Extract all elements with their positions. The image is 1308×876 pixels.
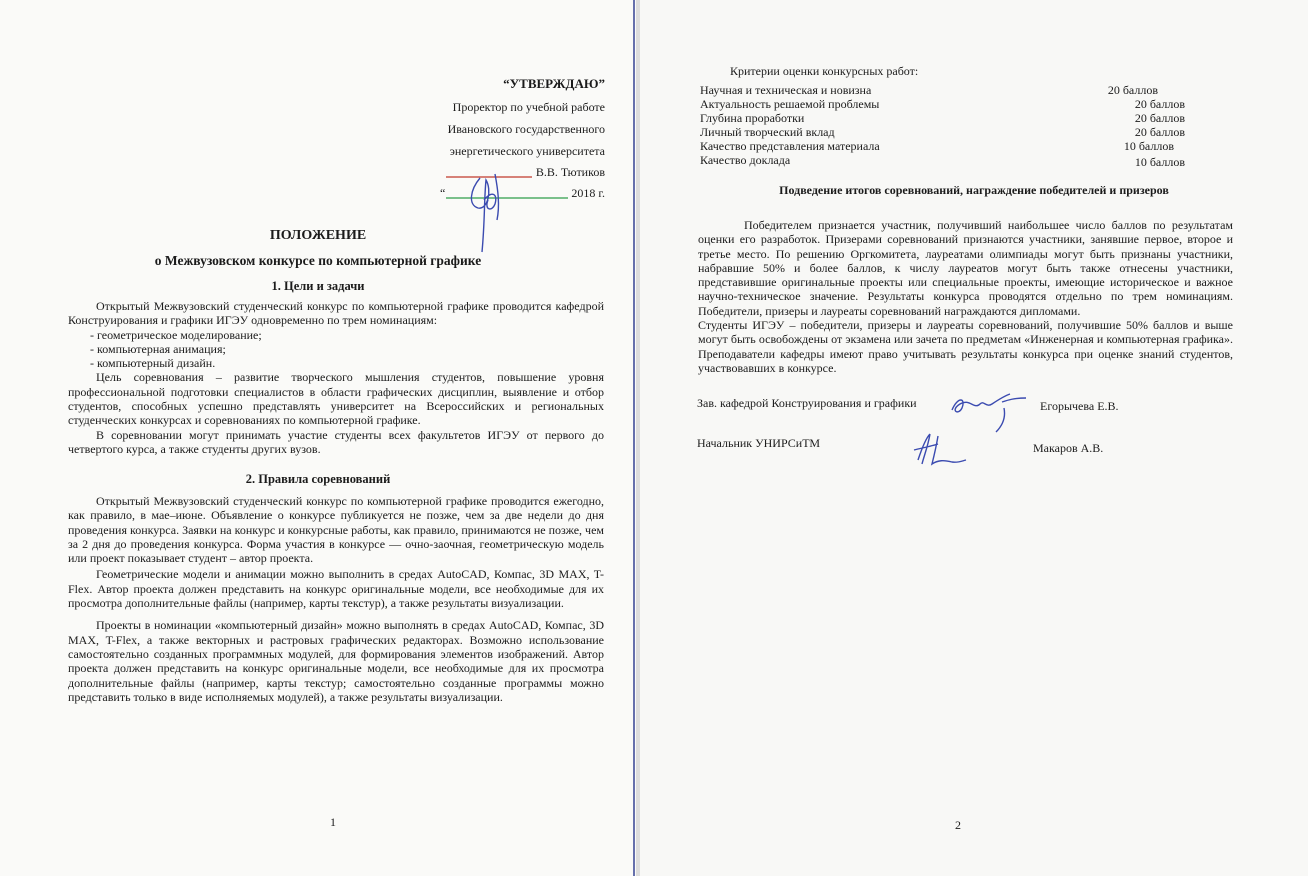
criteria-row <box>700 111 1185 125</box>
criteria-score: 20 баллов <box>1134 111 1185 125</box>
page-number: 2 <box>955 818 961 832</box>
criteria-score: 20 баллов <box>1107 83 1158 97</box>
paragraph: Геометрические модели и анимации можно выполнить в средах AutoCAD, Компас, 3D MAX, T-Flex. Автор проекта должен представить на конкурс оригинальные модели, все необходимые для их просмотра дополнительные файлы (например, карты текстур), а также результаты визуализации. <box>68 567 604 611</box>
signatory-position: Зав. кафедрой Конструирования и графики <box>697 396 917 410</box>
paragraph: Открытый Межвузовский студенческий конкурс по компьютерной графике проводится ежегодно, как правило, в мае–июне. Объявление о конкурсе публикуется не позже, чем за две недели до дня проведения конкурса. Заявки на конкурс и конкурсные работы, как правило, принимаются не позже, чем за 2 дня до проведения конкурса. Форма участия в конкурсе — очно-заочная, геометрическую модель или проект показывает студент – автор проекта. <box>68 494 604 566</box>
approval-signature <box>440 160 570 260</box>
signatory-name: Егорычева Е.В. <box>1040 399 1119 413</box>
signatory-name: Макаров А.В. <box>1033 441 1104 455</box>
approval-line: энергетического университета <box>449 144 605 158</box>
results-heading: Подведение итогов соревнований, награждение победителей и призеров <box>779 183 1169 197</box>
approval-line: Проректор по учебной работе <box>452 100 605 114</box>
criteria-title: Критерии оценки конкурсных работ: <box>730 64 919 78</box>
list-item: - компьютерная анимация; <box>90 341 226 356</box>
list-item: - геометрическое моделирование; <box>90 327 262 342</box>
page-number: 1 <box>330 815 336 829</box>
document-subtitle: о Межвузовском конкурсе по компьютерной графике <box>154 253 482 268</box>
document-title: ПОЛОЖЕНИЕ <box>269 228 367 243</box>
criteria-score: 20 баллов <box>1134 97 1185 111</box>
paragraph: Открытый Межвузовский студенческий конкурс по компьютерной графике проводится кафедрой Конструирования и графики ИГЭУ одновременно по трем номинациям: <box>68 299 604 328</box>
criteria-name: Глубина проработки <box>700 111 805 125</box>
criteria-row <box>700 125 1185 139</box>
signature-stroke <box>914 434 966 464</box>
criteria-name: Научная и техническая и новизна <box>700 83 872 97</box>
list-item: - компьютерный дизайн. <box>90 356 216 371</box>
signature-makarov <box>908 430 972 470</box>
paragraph: В соревновании могут принимать участие студенты всех факультетов ИГЭУ от первого до четвертого курса, а также студенты других вузов. <box>68 427 604 456</box>
paragraph: Студенты ИГЭУ – победители, призеры и лауреаты соревнований, получившие 50% баллов и выше могут быть освобождены от экзамена или зачета по предметам «Инженерная и компьютерная графика». Преподаватели кафедры имеют право учитывать результаты конкурса при оценке знаний студентов, участвовавших в конкурсе. <box>698 318 1233 375</box>
page-edge-line <box>633 0 635 876</box>
paragraph: Цель соревнования – развитие творческого мышления студентов, повышение уровня профессиональной подготовки специалистов в области графических дисциплин, выявление и отбор студентов, способных успешно представлять университет на Всероссийских и региональных студенческих конкурсах и соревнованиях по компьютерной графике. <box>68 370 604 428</box>
criteria-score: 10 баллов <box>1123 139 1174 153</box>
section-2-heading: 2. Правила соревнований <box>245 472 391 486</box>
criteria-row <box>700 83 1158 97</box>
criteria-row <box>700 153 1185 167</box>
approval-date: 2018 г. <box>571 186 605 200</box>
paragraph: Победителем признается участник, получивший наибольшее число баллов по результатам оценки его разработок. Призерами соревнований признаются участники, занявшие первое, второе и третье место. По решению Оргкомитета, лауреатами олимпиады могут быть признаны участники, набравшие 50% и более баллов, к числу лауреатов могут быть также отнесены участники, представившие оригинальные проекты или специальные проекты, имеющие историческое и важное научно-техническое значение. Результаты конкурса проводятся отдельно по трем номинациям. Победители, призеры и лауреаты соревнований награждаются дипломами. <box>698 218 1233 318</box>
signatory-position: Начальник УНИРСиТМ <box>697 436 821 450</box>
criteria-score: 20 баллов <box>1134 125 1185 139</box>
criteria-name: Качество представления материала <box>700 139 880 153</box>
signature-egorycheva <box>944 388 1034 434</box>
approval-line: Ивановского государственного <box>447 122 605 136</box>
criteria-name: Актуальность решаемой проблемы <box>700 97 880 111</box>
section-2-body <box>68 494 604 704</box>
approval-date-quote: “ <box>440 186 446 200</box>
criteria-score: 10 баллов <box>1134 155 1185 169</box>
signature-stroke <box>952 394 1026 432</box>
paragraph: Проекты в номинации «компьютерный дизайн» можно выполнять в средах AutoCAD, Компас, 3D MAX, T-Flex, а также векторных и растровых графических редакторах. Возможно использование самостоятельно созданных программных модулей, для формирования элементов изображений. Автор проекта должен представить на конкурс оригинальные модели, все необходимые для их просмотра дополнительные файлы (например, карты текстур; самостоятельно созданные программы можно представить только в виде исполняемых модулей), а также результаты визуализации. <box>68 618 604 704</box>
approval-header: “УТВЕРЖДАЮ” <box>503 76 605 91</box>
criteria-row <box>700 97 1185 111</box>
criteria-row <box>700 139 1174 153</box>
results-body <box>698 218 1233 375</box>
section-1-heading: 1. Цели и задачи <box>271 279 365 293</box>
section-1-body <box>68 299 604 456</box>
approval-name: В.В. Тютиков <box>535 165 605 179</box>
criteria-name: Качество доклада <box>700 153 791 167</box>
criteria-name: Личный творческий вклад <box>700 125 835 139</box>
